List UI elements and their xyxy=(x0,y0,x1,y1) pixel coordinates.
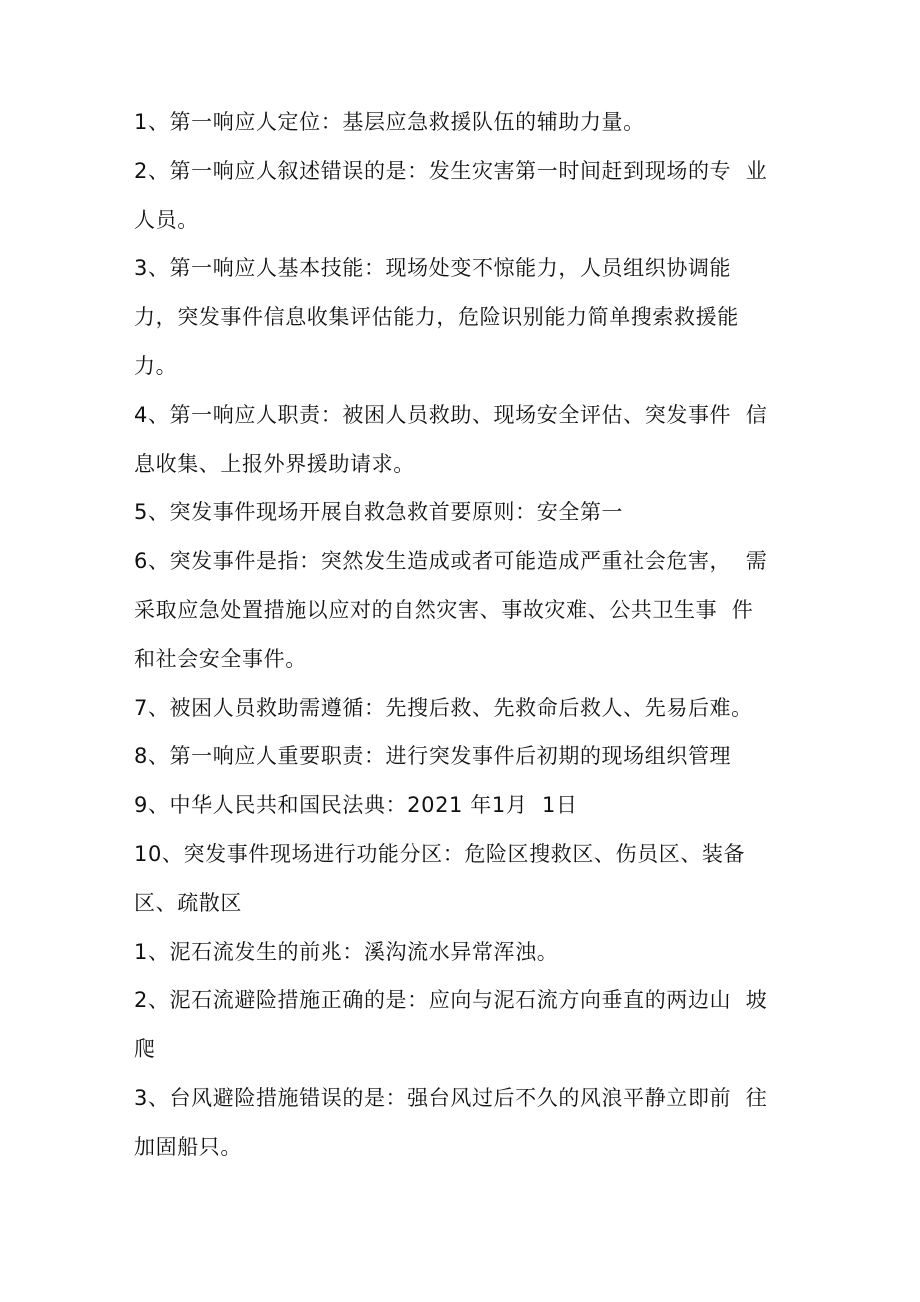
list-item xyxy=(134,976,794,1074)
list-item xyxy=(134,928,794,977)
text-line: 力。 xyxy=(134,353,178,378)
text-line: 10、突发事件现场进行功能分区：危险区搜救区、伤员区、装备 xyxy=(134,841,746,866)
text-line: 2、第一响应人叙述错误的是：发生灾害第一时间赶到现场的专 业 xyxy=(134,158,768,183)
list-item xyxy=(134,391,794,489)
text-line: 采取应急处置措施以应对的自然灾害、事故灾难、公共卫生事 件 xyxy=(134,597,754,622)
list-item xyxy=(134,98,794,147)
text-line: 5、突发事件现场开展自救急救首要原则：安全第一 xyxy=(134,500,624,525)
text-line: 区、疏散区 xyxy=(134,890,242,915)
text-line: 3、台风避险措施错误的是：强台风过后不久的风浪平静立即前 往 xyxy=(134,1085,768,1110)
text-line: 6、突发事件是指：突然发生造成或者可能造成严重社会危害， 需 xyxy=(134,549,768,574)
list-item xyxy=(134,830,794,928)
text-line: 人员。 xyxy=(134,207,199,232)
document-body xyxy=(134,98,794,1172)
text-line: 9、中华人民共和国民法典：2021 年1月 1日 xyxy=(134,793,578,818)
list-item xyxy=(134,1074,794,1172)
text-line: 和社会安全事件。 xyxy=(134,646,307,671)
list-item xyxy=(134,244,794,390)
text-line: 4、第一响应人职责：被困人员救助、现场安全评估、突发事件 信 xyxy=(134,402,768,427)
text-line: 3、第一响应人基本技能：现场处变不惊能力，人员组织协调能 xyxy=(134,256,732,281)
text-line: 8、第一响应人重要职责：进行突发事件后初期的现场组织管理 xyxy=(134,744,732,769)
list-item xyxy=(134,781,794,830)
text-line: 息收集、上报外界援助请求。 xyxy=(134,451,415,476)
list-item xyxy=(134,488,794,537)
list-item xyxy=(134,537,794,683)
text-line: 1、泥石流发生的前兆：溪沟流水异常浑浊。 xyxy=(134,939,559,964)
list-item xyxy=(134,732,794,781)
list-item xyxy=(134,684,794,733)
text-line: 力，突发事件信息收集评估能力，危险识别能力简单搜索救援能 xyxy=(134,305,739,330)
list-item xyxy=(134,147,794,245)
text-line: 7、被困人员救助需遵循：先搜后救、先救命后救人、先易后难。 xyxy=(134,695,753,720)
text-line: 1、第一响应人定位：基层应急救援队伍的辅助力量。 xyxy=(134,110,645,134)
text-line: 2、泥石流避险措施正确的是：应向与泥石流方向垂直的两边山 坡 xyxy=(134,988,768,1013)
text-line: 加固船只。 xyxy=(134,1134,242,1159)
text-line: 爬 xyxy=(134,1037,156,1062)
